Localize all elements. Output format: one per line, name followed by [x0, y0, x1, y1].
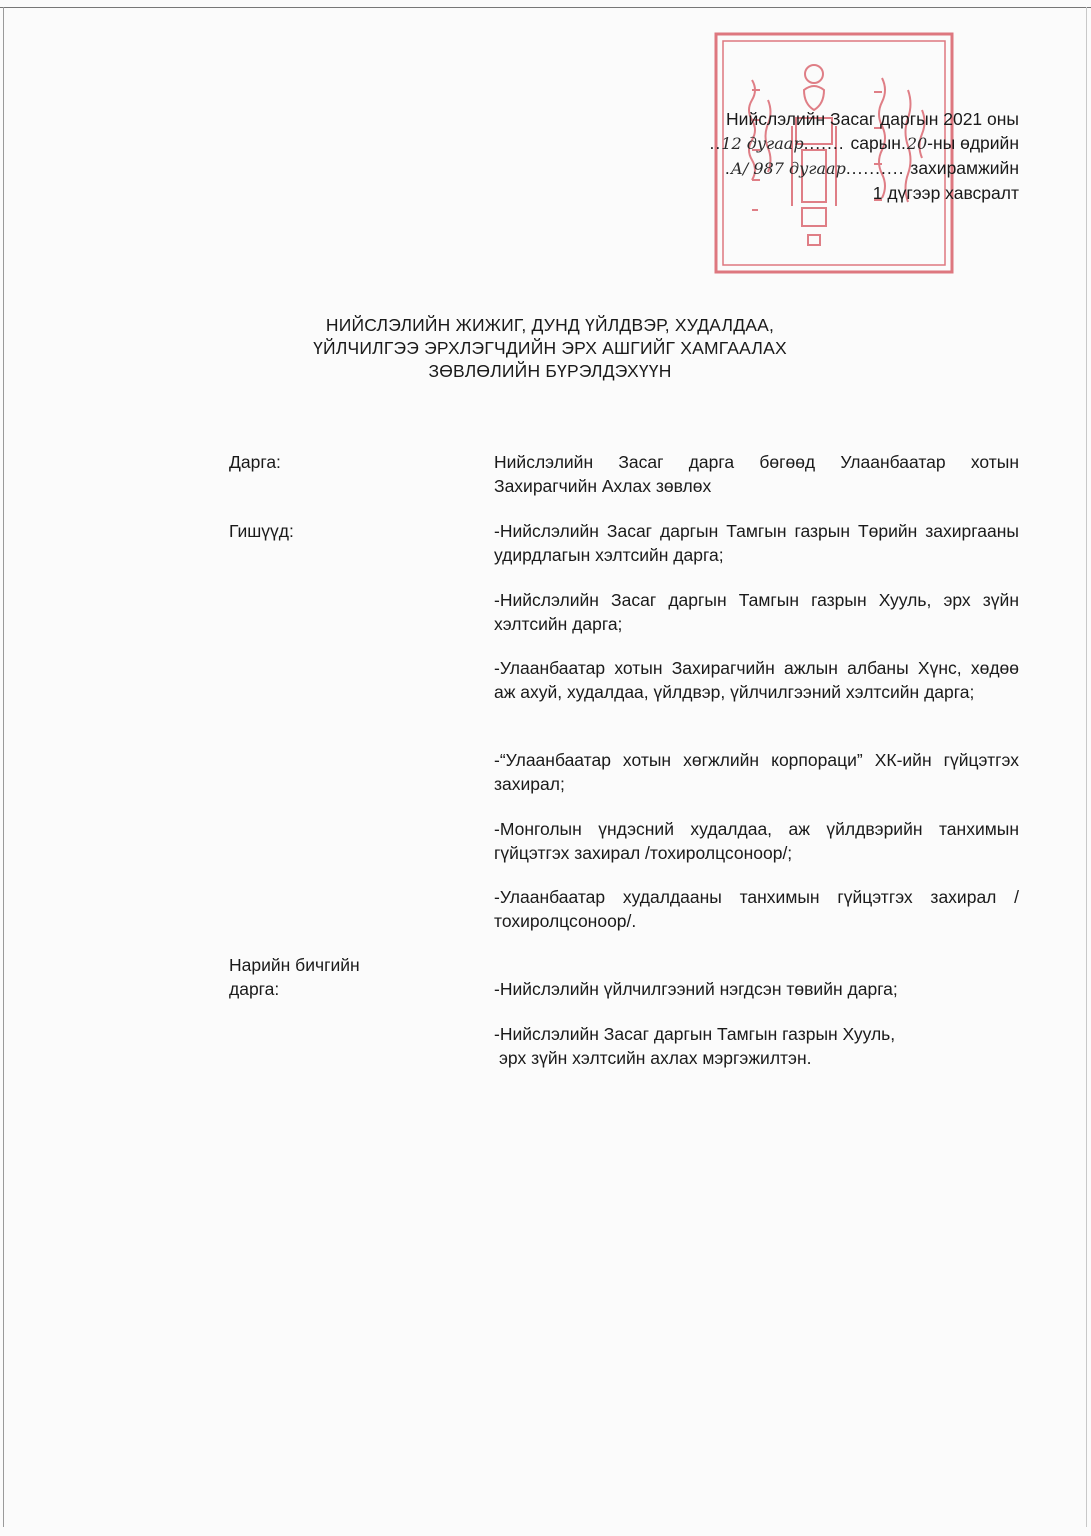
member-item: -“Улаанбаатар хотын хөгжлийн корпораци” ХК-ийн гүйцэтгэх захирал;	[494, 750, 1019, 794]
chair-text: Нийслэлийн Засаг дарга бөгөөд Улаанбаатар хотын Захирагчийн Ахлах зөвлөх	[494, 452, 1019, 496]
member-item: -Монголын үндэсний худалдаа, аж үйлдвэрийн танхимын гүйцэтгэх захирал /тохиролцсоноор/;	[494, 819, 1019, 863]
members-label: Гишүүд:	[229, 521, 294, 541]
secretary-item-continued: эрх зүйн хэлтсийн ахлах мэргэжилтэн.	[499, 1048, 812, 1068]
title-line-2: ҮЙЛЧИЛГЭЭ ЭРХЛЭГЧДИЙН ЭРХ АШГИЙГ ХАМГААЛАХ	[313, 338, 787, 358]
scan-right-border	[1086, 7, 1087, 1527]
document-title	[200, 314, 900, 383]
title-line-3: ЗӨВЛӨЛИЙН БҮРЭЛДЭХҮҮН	[428, 361, 672, 381]
member-item: -Нийслэлийн Засаг даргын Тамгын газрын Хууль, эрх зүйн хэлтсийн дарга;	[494, 590, 1019, 634]
member-item: -Улаанбаатар хотын Захирагчийн ажлын албаны Хүнс, хөдөө аж ахуй, худалдаа, үйлдвэр, үйлчилгээний хэлтсийн дарга;	[494, 658, 1019, 702]
scan-left-border	[3, 7, 4, 1527]
month-suffix: сарын	[850, 133, 901, 153]
header-line-1: Нийслэлийн Засаг даргын 2021 оны	[726, 109, 1019, 129]
header-line-4: 1 дүгээр хавсралт	[872, 183, 1019, 203]
secretary-label-line-2: дарга:	[229, 979, 280, 999]
order-suffix: захирамжийн	[910, 158, 1019, 178]
secretary-item: -Нийслэлийн Засаг даргын Тамгын газрын Хууль,	[494, 1024, 896, 1044]
handwritten-day: 12 дугаар	[721, 134, 804, 153]
title-line-1: НИЙСЛЭЛИЙН ЖИЖИГ, ДУНД ҮЙЛДВЭР, ХУДАЛДАА,	[325, 315, 775, 335]
chair-label: Дарга:	[229, 452, 281, 472]
handwritten-date: 20	[906, 134, 928, 153]
member-item: -Улаанбаатар худалдааны танхимын гүйцэтгэх захирал /тохиролцсоноор/.	[494, 887, 1019, 931]
handwritten-order-number: А/ 987 дугаар	[730, 159, 846, 178]
member-item: -Нийслэлийн Засаг даргын Тамгын газрын Төрийн захиргааны удирдлагын хэлтсийн дарга;	[494, 521, 1019, 565]
annex-reference	[710, 107, 1019, 205]
secretary-label	[229, 953, 449, 1001]
secretary-item: -Нийслэлийн үйлчилгээний нэгдсэн төвийн дарга;	[494, 979, 898, 999]
scan-top-border	[0, 7, 1091, 8]
header-line-2: ..12 дугаар....... сарын.20-ны өдрийн	[709, 133, 1019, 153]
secretary-label-line-1: Нарийн бичгийн	[229, 955, 360, 975]
date-suffix: -ны өдрийн	[927, 133, 1019, 153]
header-line-3: .А/ 987 дугаар.......... захирамжийн	[724, 158, 1019, 178]
